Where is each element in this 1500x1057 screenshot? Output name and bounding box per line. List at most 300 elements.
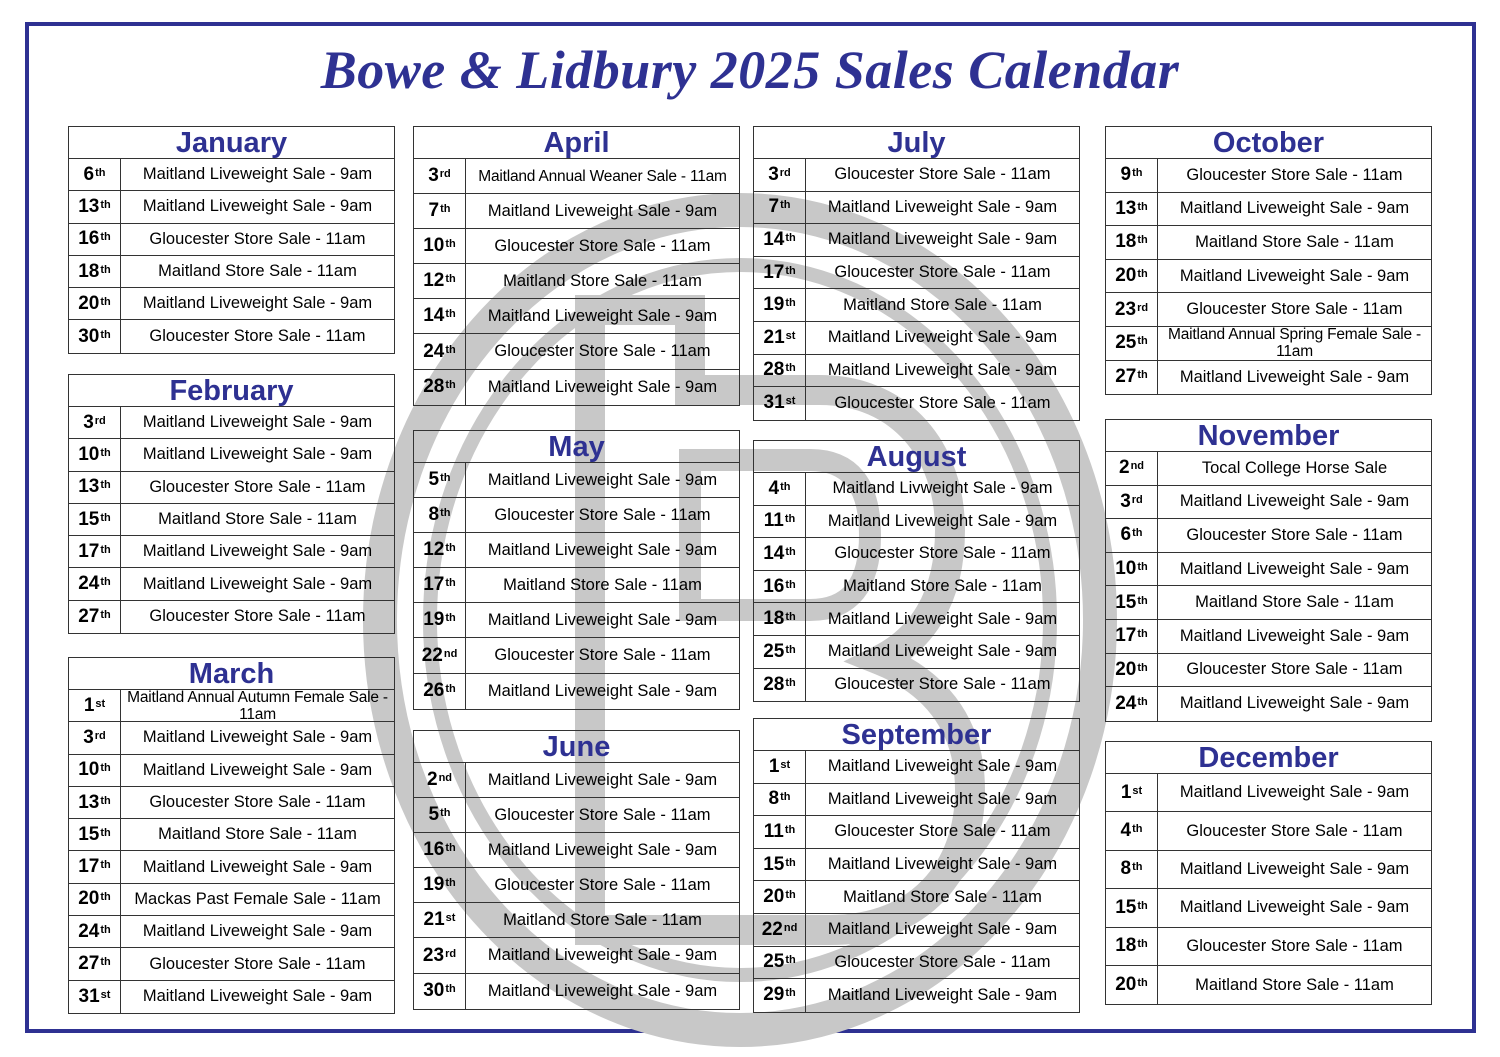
day-suffix: th — [445, 877, 456, 890]
day-suffix: th — [1137, 695, 1148, 708]
day-suffix: rd — [779, 166, 791, 179]
sale-name: Maitland Store Sale - 11am — [158, 510, 357, 529]
day-suffix: th — [440, 507, 451, 520]
sale-date — [69, 787, 121, 818]
day-suffix: th — [780, 791, 791, 804]
day-suffix: rd — [1131, 493, 1143, 506]
day-number: 1 — [1120, 781, 1132, 803]
day-number: 14 — [763, 228, 785, 250]
day-suffix: th — [785, 231, 796, 244]
sale-date — [754, 784, 806, 816]
sale-name: Gloucester Store Sale - 11am — [1186, 660, 1403, 679]
sale-date — [754, 751, 806, 783]
day-suffix: th — [1137, 661, 1148, 674]
day-suffix: th — [1137, 977, 1148, 990]
day-suffix: st — [1132, 784, 1143, 797]
sale-row — [754, 636, 1079, 669]
day-suffix: th — [1137, 268, 1148, 281]
day-number: 10 — [78, 443, 100, 465]
sale-name: Maitland Liveweight Sale - 9am — [142, 922, 373, 941]
sale-date — [69, 722, 121, 753]
sale-row — [69, 256, 394, 288]
sale-row — [414, 638, 739, 673]
sale-name: Maitland Liveweight Sale - 9am — [487, 540, 718, 559]
sale-date — [1106, 851, 1158, 888]
sale-date — [1106, 327, 1158, 360]
sale-name: Maitland Liveweight Sale - 9am — [1179, 266, 1410, 285]
sale-date — [69, 851, 121, 882]
sale-date — [69, 601, 121, 633]
sale-row — [754, 159, 1079, 192]
day-number: 20 — [763, 886, 785, 908]
day-number: 31 — [763, 392, 785, 414]
month-title: September — [754, 719, 1079, 751]
sale-date — [69, 224, 121, 255]
day-number: 9 — [1120, 164, 1132, 186]
day-number: 17 — [78, 540, 100, 562]
sale-row — [1106, 159, 1431, 193]
sale-name: Maitland Liveweight Sale - 9am — [487, 470, 718, 489]
day-suffix: th — [1132, 823, 1143, 836]
day-suffix: th — [445, 379, 456, 392]
sale-name: Maitland Store Sale - 11am — [1195, 232, 1394, 251]
day-number: 13 — [78, 195, 100, 217]
day-number: 18 — [1115, 935, 1137, 957]
month-title: April — [414, 127, 739, 159]
sale-row — [1106, 812, 1431, 850]
sale-date — [414, 194, 466, 228]
sale-date — [1106, 928, 1158, 965]
sale-name: Maitland Annual Spring Female Sale - 11am — [1167, 326, 1421, 361]
sale-row — [69, 407, 394, 439]
sale-row — [754, 816, 1079, 849]
day-number: 25 — [1115, 332, 1137, 354]
day-suffix: th — [780, 199, 791, 212]
day-number: 20 — [78, 292, 100, 314]
sale-name: Gloucester Store Sale - 11am — [1186, 165, 1403, 184]
sale-name: Maitland Liveweight Sale - 9am — [487, 201, 718, 220]
sale-date — [754, 387, 806, 420]
sale-date — [69, 407, 121, 438]
sale-name: Maitland Store Sale - 11am — [843, 577, 1042, 596]
sale-date — [414, 463, 466, 497]
sale-row — [414, 868, 739, 903]
sale-name: Maitland Store Sale - 11am — [503, 910, 702, 929]
sale-row — [1106, 654, 1431, 688]
sale-date — [414, 763, 466, 797]
day-suffix: th — [440, 807, 451, 820]
sale-row — [414, 674, 739, 709]
sale-name: Maitland Liveweight Sale - 9am — [1179, 559, 1410, 578]
day-suffix: th — [1137, 594, 1148, 607]
day-suffix: th — [440, 203, 451, 216]
sale-date — [414, 533, 466, 567]
day-number: 13 — [78, 476, 100, 498]
day-suffix: th — [440, 472, 451, 485]
sale-name: Maitland Liveweight Sale - 9am — [827, 855, 1058, 874]
day-suffix: th — [1137, 234, 1148, 247]
sale-date — [414, 229, 466, 263]
sale-row — [754, 603, 1079, 636]
day-number: 12 — [423, 539, 445, 561]
sale-name: Maitland Store Sale - 11am — [158, 262, 357, 281]
sale-row — [754, 257, 1079, 290]
sale-name: Maitland Liveweight Sale - 9am — [142, 728, 373, 747]
day-suffix: th — [1132, 861, 1143, 874]
sale-row — [1106, 966, 1431, 1004]
sale-row — [414, 798, 739, 833]
sale-row — [69, 755, 394, 787]
day-number: 18 — [1115, 231, 1137, 253]
day-number: 8 — [1120, 858, 1132, 880]
month-october — [1105, 126, 1432, 395]
sale-row — [414, 763, 739, 798]
sale-date — [414, 938, 466, 972]
day-number: 18 — [78, 260, 100, 282]
day-suffix: th — [445, 577, 456, 590]
sale-row — [754, 355, 1079, 388]
day-number: 30 — [78, 325, 100, 347]
sale-name: Maitland Liveweight Sale - 9am — [1179, 783, 1410, 802]
sale-date — [69, 981, 121, 1013]
day-suffix: nd — [443, 647, 458, 660]
sale-name: Maitland Liveweight Sale - 9am — [142, 165, 373, 184]
sale-row — [1106, 361, 1431, 395]
day-number: 3 — [83, 726, 94, 748]
sale-date — [754, 192, 806, 224]
sale-date — [754, 473, 806, 505]
sale-row — [414, 159, 739, 194]
sale-row — [69, 601, 394, 633]
day-number: 20 — [78, 888, 100, 910]
sale-row — [1106, 293, 1431, 327]
page-title: Bowe & Lidbury 2025 Sales Calendar — [320, 40, 1180, 100]
sale-date — [69, 690, 121, 721]
day-number: 24 — [423, 340, 445, 362]
sale-name: Maitland Liveweight Sale - 9am — [487, 981, 718, 1000]
sale-row — [414, 370, 739, 405]
day-number: 19 — [763, 294, 785, 316]
sale-date — [414, 264, 466, 298]
sale-name: Gloucester Store Sale - 11am — [834, 822, 1051, 841]
sale-row — [414, 334, 739, 369]
sale-row — [414, 903, 739, 938]
sale-date — [414, 638, 466, 672]
sale-name: Maitland Liveweight Sale - 9am — [487, 840, 718, 859]
day-number: 10 — [78, 759, 100, 781]
sale-name: Maitland Liveweight Sale - 9am — [827, 789, 1058, 808]
sale-date — [414, 674, 466, 709]
day-suffix: th — [785, 264, 796, 277]
sale-row — [754, 947, 1079, 980]
day-number: 24 — [1115, 692, 1137, 714]
month-november — [1105, 419, 1432, 722]
day-number: 11 — [763, 820, 784, 842]
day-suffix: th — [100, 794, 111, 807]
sale-row — [1106, 553, 1431, 587]
sale-row — [414, 938, 739, 973]
month-title: March — [69, 658, 394, 690]
day-number: 3 — [83, 411, 94, 433]
sale-date — [1106, 586, 1158, 619]
day-suffix: th — [100, 608, 111, 621]
day-number: 19 — [423, 609, 445, 631]
day-number: 16 — [423, 839, 445, 861]
sale-name: Maitland Liveweight Sale - 9am — [142, 857, 373, 876]
sale-row — [1106, 226, 1431, 260]
sale-name: Maitland Liveweight Sale - 9am — [827, 985, 1058, 1004]
sale-row — [1106, 774, 1431, 812]
sale-name: Maitland Liveweight Sale - 9am — [142, 445, 373, 464]
sale-date — [754, 881, 806, 913]
day-suffix: th — [1137, 335, 1148, 348]
sale-name: Maitland Store Sale - 11am — [843, 295, 1042, 314]
sale-name: Maitland Liveweight Sale - 9am — [487, 770, 718, 789]
sale-row — [1106, 687, 1431, 721]
sale-date — [1106, 774, 1158, 811]
day-number: 20 — [1115, 658, 1137, 680]
sale-date — [754, 289, 806, 321]
sale-date — [414, 498, 466, 532]
sale-name: Maitland Liveweight Sale - 9am — [142, 197, 373, 216]
day-suffix: th — [780, 480, 791, 493]
month-january — [68, 126, 395, 354]
day-suffix: rd — [94, 414, 106, 427]
sale-row — [69, 819, 394, 851]
sale-date — [1106, 260, 1158, 293]
sale-name: Gloucester Store Sale - 11am — [494, 875, 711, 894]
sale-row — [754, 881, 1079, 914]
day-suffix: st — [785, 329, 796, 342]
month-title: June — [414, 731, 739, 763]
day-suffix: th — [100, 826, 111, 839]
sale-row — [414, 974, 739, 1009]
day-number: 23 — [422, 944, 445, 966]
sale-date — [754, 355, 806, 387]
day-number: 3 — [768, 163, 779, 185]
day-suffix: rd — [445, 947, 457, 960]
day-number: 12 — [423, 270, 445, 292]
day-suffix: rd — [94, 729, 106, 742]
day-suffix: st — [780, 758, 791, 771]
day-suffix: th — [100, 479, 111, 492]
month-title: October — [1106, 127, 1431, 159]
sale-name: Gloucester Store Sale - 11am — [494, 805, 711, 824]
sale-name: Maitland Liveweight Sale - 9am — [1179, 492, 1410, 511]
day-number: 25 — [763, 640, 785, 662]
sale-name: Maitland Liveweight Sale - 9am — [487, 681, 718, 700]
day-number: 1 — [768, 755, 780, 777]
sale-row — [1106, 889, 1431, 927]
day-suffix: th — [785, 611, 796, 624]
day-suffix: th — [100, 263, 111, 276]
day-suffix: st — [445, 912, 456, 925]
sale-name: Gloucester Store Sale - 11am — [834, 393, 1051, 412]
day-suffix: th — [785, 362, 796, 375]
sale-date — [69, 948, 121, 979]
sale-row — [69, 159, 394, 191]
sale-name: Gloucester Store Sale - 11am — [494, 342, 711, 361]
day-number: 31 — [78, 985, 100, 1007]
sale-name: Gloucester Store Sale - 11am — [494, 646, 711, 665]
day-suffix: th — [1137, 200, 1148, 213]
day-number: 28 — [763, 673, 785, 695]
day-number: 2 — [1118, 457, 1130, 479]
day-number: 5 — [428, 469, 440, 491]
day-number: 15 — [1115, 591, 1137, 613]
month-february — [68, 374, 395, 634]
sale-date — [414, 603, 466, 637]
sale-row — [69, 320, 394, 352]
day-number: 23 — [1114, 298, 1137, 320]
sale-date — [1106, 452, 1158, 485]
sale-row — [754, 473, 1079, 506]
day-suffix: th — [785, 987, 796, 1000]
day-number: 24 — [78, 920, 100, 942]
day-suffix: nd — [783, 921, 798, 934]
day-suffix: th — [445, 983, 456, 996]
sale-row — [754, 289, 1079, 322]
sale-name: Maitland Store Sale - 11am — [503, 271, 702, 290]
day-number: 29 — [763, 984, 785, 1006]
day-number: 16 — [763, 575, 785, 597]
sale-row — [69, 504, 394, 536]
day-number: 17 — [423, 574, 445, 596]
sale-date — [754, 322, 806, 354]
month-april — [413, 126, 740, 406]
sale-date — [69, 755, 121, 786]
day-number: 14 — [763, 542, 785, 564]
sale-row — [69, 568, 394, 600]
sale-row — [69, 288, 394, 320]
day-number: 15 — [1115, 896, 1137, 918]
sale-date — [69, 320, 121, 352]
sale-date — [754, 224, 806, 256]
sale-row — [69, 536, 394, 568]
day-number: 4 — [768, 477, 780, 499]
sale-name: Maitland Liveweight Sale - 9am — [1179, 898, 1410, 917]
sale-name: Maitland Liveweight Sale - 9am — [142, 574, 373, 593]
sale-name: Maitland Liveweight Sale - 9am — [827, 609, 1058, 628]
month-title: February — [69, 375, 394, 407]
sale-name: Gloucester Store Sale - 11am — [149, 229, 366, 248]
sale-name: Maitland Liveweight Sale - 9am — [827, 920, 1058, 939]
sale-name: Maitland Annual Weaner Sale - 11am — [478, 167, 727, 185]
sale-row — [414, 498, 739, 533]
month-title: July — [754, 127, 1079, 159]
sale-row — [754, 849, 1079, 882]
day-suffix: th — [100, 446, 111, 459]
day-number: 7 — [428, 200, 440, 222]
day-number: 24 — [78, 573, 100, 595]
sale-date — [69, 159, 121, 190]
day-number: 21 — [763, 326, 785, 348]
day-suffix: th — [445, 842, 456, 855]
sale-row — [1106, 519, 1431, 553]
day-suffix: th — [785, 954, 796, 967]
sale-date — [1106, 193, 1158, 226]
sale-date — [414, 568, 466, 602]
sale-name: Gloucester Store Sale - 11am — [834, 263, 1051, 282]
day-suffix: st — [100, 988, 111, 1001]
month-july — [753, 126, 1080, 421]
sale-date — [754, 506, 806, 538]
day-suffix: th — [445, 273, 456, 286]
sale-date — [754, 979, 806, 1012]
day-suffix: th — [100, 923, 111, 936]
day-number: 20 — [1115, 265, 1137, 287]
day-suffix: st — [95, 697, 106, 710]
day-suffix: th — [100, 762, 111, 775]
day-suffix: th — [1137, 899, 1148, 912]
day-suffix: th — [100, 859, 111, 872]
sale-row — [69, 191, 394, 223]
sale-date — [754, 538, 806, 570]
day-suffix: th — [785, 297, 796, 310]
sale-date — [1106, 361, 1158, 395]
day-suffix: th — [785, 643, 796, 656]
sale-row — [754, 506, 1079, 539]
sale-date — [69, 568, 121, 599]
day-number: 18 — [763, 608, 785, 630]
sale-date — [69, 191, 121, 222]
month-title: May — [414, 431, 739, 463]
sale-row — [69, 948, 394, 980]
sale-name: Maitland Liveweight Sale - 9am — [827, 757, 1058, 776]
sale-date — [1106, 687, 1158, 721]
sale-name: Gloucester Store Sale - 11am — [1186, 936, 1403, 955]
day-number: 30 — [423, 980, 445, 1002]
day-number: 21 — [423, 909, 445, 931]
sale-date — [414, 798, 466, 832]
sale-row — [69, 851, 394, 883]
month-may — [413, 430, 740, 710]
day-number: 6 — [1120, 524, 1132, 546]
day-number: 3 — [428, 165, 439, 187]
day-suffix: th — [445, 612, 456, 625]
day-number: 10 — [423, 235, 445, 257]
day-suffix: th — [100, 295, 111, 308]
sale-name: Maitland Store Sale - 11am — [1195, 975, 1394, 994]
sale-name: Gloucester Store Sale - 11am — [1186, 525, 1403, 544]
month-title: January — [69, 127, 394, 159]
day-suffix: rd — [1137, 301, 1149, 314]
sale-name: Maitland Liveweight Sale - 9am — [1179, 199, 1410, 218]
sale-date — [1106, 654, 1158, 687]
sale-name: Maitland Liveweight Sale - 9am — [142, 294, 373, 313]
sale-row — [69, 439, 394, 471]
day-number: 13 — [1115, 197, 1137, 219]
day-number: 17 — [78, 856, 100, 878]
sale-name: Maitland Liveweight Sale - 9am — [1179, 367, 1410, 386]
sale-name: Maitland Liveweight Sale - 9am — [142, 413, 373, 432]
day-suffix: th — [1137, 369, 1148, 382]
sale-row — [69, 787, 394, 819]
sale-name: Mackas Past Female Sale - 11am — [134, 889, 381, 908]
sale-date — [69, 256, 121, 287]
month-title: December — [1106, 742, 1431, 774]
sale-name: Gloucester Store Sale - 11am — [149, 954, 366, 973]
sale-name: Maitland Liveweight Sale - 9am — [487, 946, 718, 965]
sale-name: Maitland Liveweight Sale - 9am — [142, 542, 373, 561]
month-september — [753, 718, 1080, 1013]
sale-row — [754, 387, 1079, 420]
day-number: 28 — [423, 376, 445, 398]
sale-row — [414, 833, 739, 868]
day-number: 14 — [423, 305, 445, 327]
sale-row — [69, 472, 394, 504]
day-number: 27 — [1115, 366, 1137, 388]
